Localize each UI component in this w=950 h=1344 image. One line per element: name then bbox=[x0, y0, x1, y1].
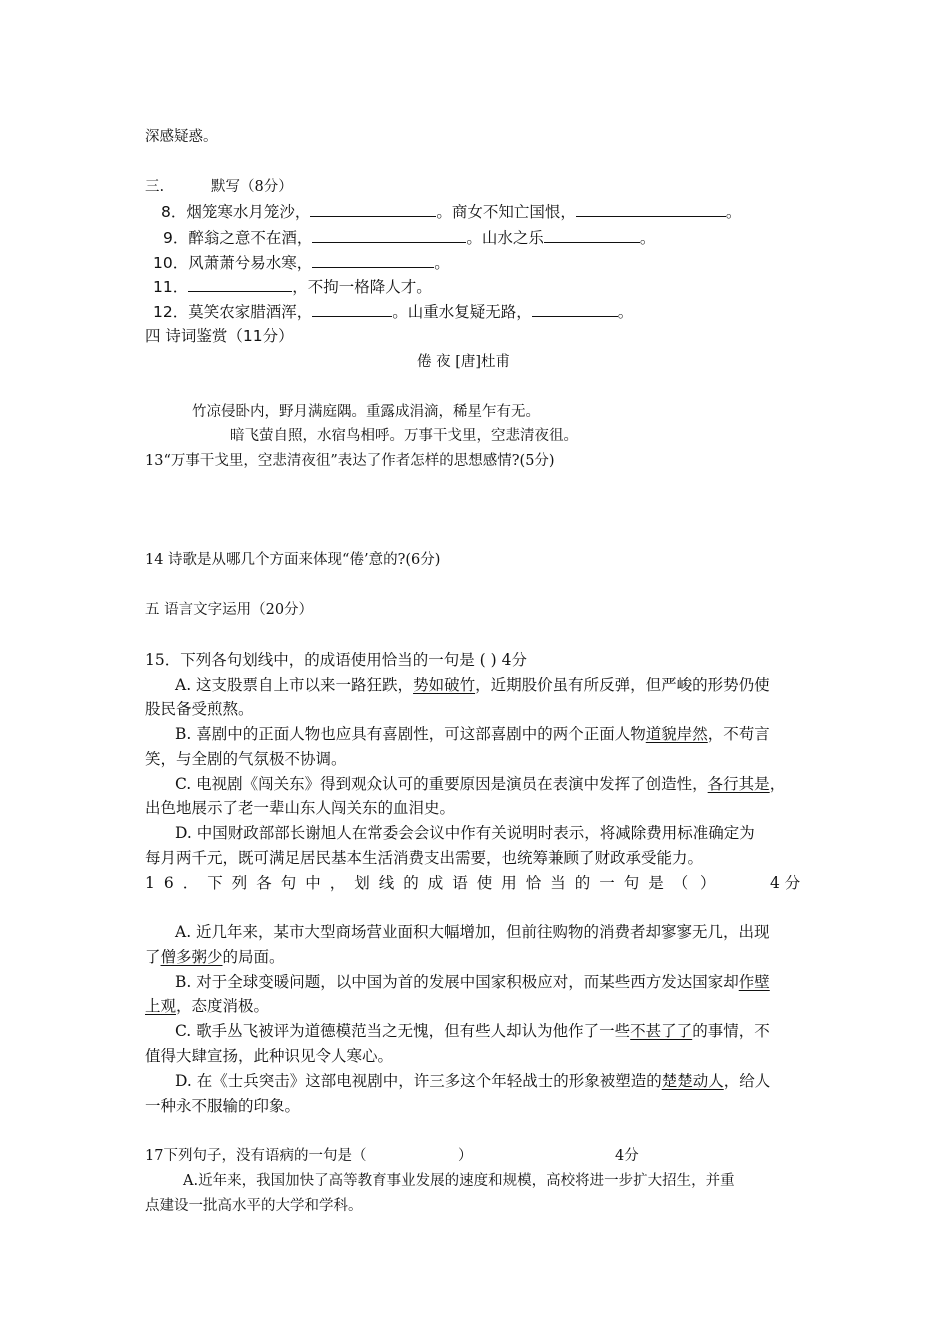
question-15-stem: 15．下列各句划线中，的成语使用恰当的一句是 ( ) 4分 bbox=[145, 651, 527, 669]
q16-option-a-cont: 了僧多粥少的局面。 bbox=[145, 948, 285, 966]
answer-blank[interactable] bbox=[310, 202, 436, 217]
question-14: 14 诗歌是从哪几个方面来体现“倦’意的?(6分) bbox=[145, 552, 441, 568]
question-16-stem: 16．下列各句中，划线的成语使用恰当的一句是（ bbox=[145, 874, 698, 892]
answer-blank[interactable] bbox=[312, 302, 392, 317]
section-5-title: 五 语言文字运用（20分） bbox=[145, 602, 314, 618]
q15-option-d: D. 中国财政部部长谢旭人在常委会会议中作有关说明时表示，将减除费用标准确定为 bbox=[175, 824, 755, 842]
answer-blank[interactable] bbox=[544, 228, 640, 243]
q16-option-a: A. 近几年来，某市大型商场营业面积大幅增加，但前往购物的消费者却寥寥无几，出现 bbox=[175, 923, 770, 941]
q16-option-d-cont: 一种永不服输的印象。 bbox=[145, 1097, 301, 1115]
q16-option-c: C. 歌手丛飞被评为道德模范当之无愧，但有些人却认为他作了一些不甚了了的事情，不 bbox=[175, 1022, 770, 1040]
answer-blank[interactable] bbox=[312, 228, 466, 243]
q16-option-c-cont: 值得大肆宣扬，此种识见令人寒心。 bbox=[145, 1047, 394, 1065]
q17-option-a: A.近年来，我国加快了高等教育事业发展的速度和规模，高校将进一步扩大招生，并重 bbox=[183, 1173, 735, 1189]
question-17-paren-close: ） bbox=[458, 1148, 473, 1164]
question-16-score: 4 分 bbox=[770, 874, 801, 892]
q17-option-a-cont: 点建设一批高水平的大学和学科。 bbox=[145, 1198, 363, 1214]
poem-title: 倦 夜 [唐]杜甫 bbox=[417, 354, 511, 370]
question-8: 8．烟笼寒水月笼沙， 。商女不知亡国恨， 。 bbox=[161, 203, 742, 221]
answer-blank[interactable] bbox=[576, 202, 726, 217]
question-12: 12．莫笑农家腊酒浑， 。山重水复疑无路， 。 bbox=[153, 303, 634, 321]
intro-tail: 深感疑惑。 bbox=[145, 129, 218, 145]
answer-blank[interactable] bbox=[532, 302, 618, 317]
question-16-paren-close: ） bbox=[700, 874, 716, 892]
q16-option-d: D. 在《士兵突击》这部电视剧中，许三多这个年轻战士的形象被塑造的楚楚动人，给人 bbox=[175, 1072, 771, 1090]
q15-option-b-cont: 笑，与全剧的气氛极不协调。 bbox=[145, 750, 347, 768]
question-17-score: 4分 bbox=[615, 1148, 639, 1164]
q16-option-b: B. 对于全球变暖问题，以中国为首的发展中国家积极应对，而某些西方发达国家却作壁 bbox=[175, 973, 770, 991]
answer-blank[interactable] bbox=[312, 253, 434, 268]
section-4-title: 四 诗词鉴赏（11分） bbox=[145, 327, 294, 345]
question-10: 10．风萧萧兮易水寒， 。 bbox=[153, 254, 450, 272]
question-17-stem: 17下列句子，没有语病的一句是（ bbox=[145, 1148, 367, 1164]
question-11: 11． ，不拘一格降人才。 bbox=[153, 278, 432, 296]
poem-line-1: 竹凉侵卧内，野月满庭隅。重露成涓滴，稀星乍有无。 bbox=[192, 404, 540, 420]
q15-option-b: B. 喜剧中的正面人物也应具有喜剧性，可这部喜剧中的两个正面人物道貌岸然，不苟言 bbox=[175, 725, 770, 743]
q16-option-b-cont: 上观，态度消极。 bbox=[145, 997, 270, 1015]
poem-line-2: 暗飞萤自照，水宿鸟相呼。万事干戈里，空悲清夜徂。 bbox=[230, 428, 578, 444]
q15-option-a-cont: 股民备受煎熬。 bbox=[145, 700, 254, 718]
question-9: 9．醉翁之意不在酒， 。山水之乐 。 bbox=[163, 229, 656, 247]
q15-option-c-cont: 出色地展示了老一辈山东人闯关东的血泪史。 bbox=[145, 799, 456, 817]
q15-option-c: C. 电视剧《闯关东》得到观众认可的重要原因是演员在表演中发挥了创造性，各行其是， bbox=[175, 775, 786, 793]
q15-option-a: A. 这支股票自上市以来一路狂跌，势如破竹，近期股价虽有所反弹，但严峻的形势仍使 bbox=[175, 676, 770, 694]
question-13: 13“万事干戈里，空悲清夜徂”表达了作者怎样的思想感情?(5分) bbox=[145, 453, 555, 469]
section-3-title: 默写（8分） bbox=[211, 179, 293, 195]
q15-option-d-cont: 每月两千元，既可满足居民基本生活消费支出需要，也统筹兼顾了财政承受能力。 bbox=[145, 849, 704, 867]
answer-blank[interactable] bbox=[188, 277, 292, 292]
section-3-number: 三. bbox=[145, 179, 165, 195]
